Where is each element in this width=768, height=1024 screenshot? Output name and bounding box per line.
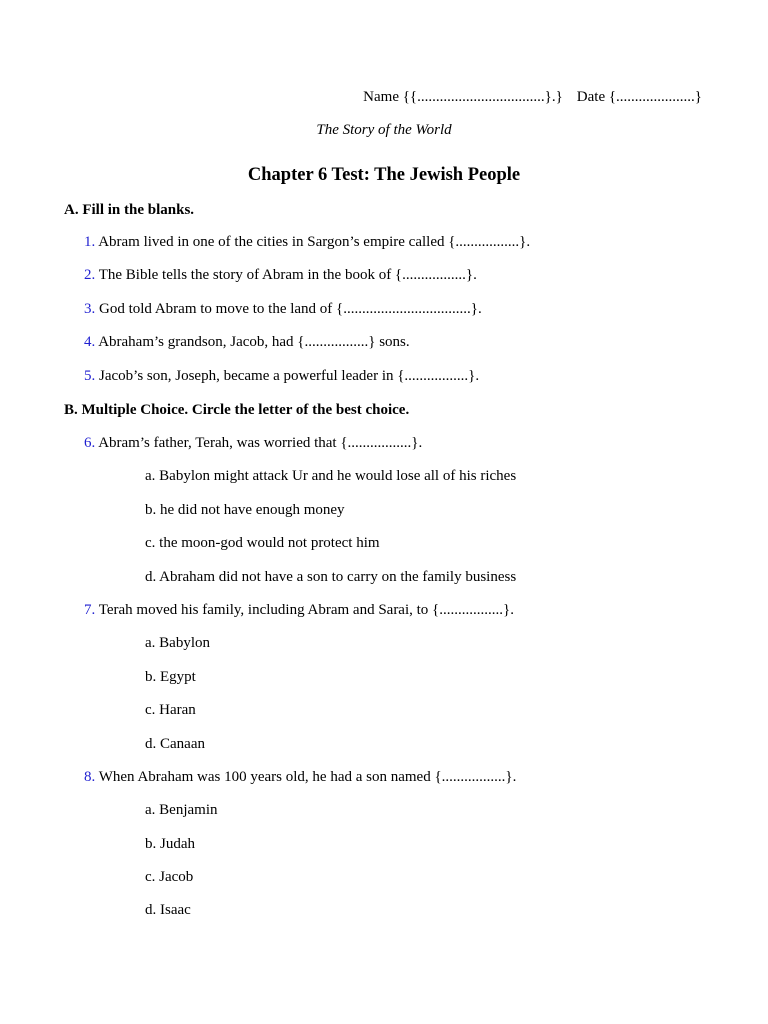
- option-7d[interactable]: d. Canaan: [145, 736, 205, 752]
- option-8a[interactable]: a. Benjamin: [145, 802, 218, 818]
- option-8c[interactable]: c. Jacob: [145, 869, 194, 885]
- question-number: 6.: [84, 435, 96, 451]
- question-1: [84, 234, 530, 251]
- option-7a[interactable]: a. Babylon: [145, 635, 210, 651]
- question-5: [84, 368, 479, 385]
- name-field[interactable]: Name {{..................................}.}: [363, 89, 563, 105]
- page-title: Chapter 6 Test: The Jewish People: [247, 165, 521, 185]
- question-3: [84, 301, 482, 318]
- question-text: When Abraham was 100 years old, he had a son named {.................}.: [98, 769, 517, 785]
- question-number: 2.: [84, 267, 96, 283]
- option-6b[interactable]: b. he did not have enough money: [145, 502, 345, 518]
- question-number: 5.: [84, 368, 96, 384]
- option-8d[interactable]: d. Isaac: [145, 902, 191, 918]
- question-4: [84, 334, 410, 351]
- question-number: 8.: [84, 769, 96, 785]
- question-number: 7.: [84, 602, 96, 618]
- book-subtitle: The Story of the World: [316, 122, 452, 138]
- question-number: 3.: [84, 301, 96, 317]
- question-text: The Bible tells the story of Abram in the book of {.................}.: [98, 267, 477, 283]
- question-text: God told Abram to move to the land of {..................................}.: [99, 301, 482, 317]
- section-b-heading: B. Multiple Choice. Circle the letter of the best choice.: [64, 402, 410, 418]
- question-number: 4.: [84, 334, 96, 350]
- option-6c[interactable]: c. the moon-god would not protect him: [145, 535, 380, 551]
- question-text: Terah moved his family, including Abram and Sarai, to {.................}.: [98, 602, 514, 618]
- question-text: Abraham’s grandson, Jacob, had {.................} sons.: [98, 334, 410, 350]
- question-6: [84, 435, 422, 452]
- question-number: 1.: [84, 234, 96, 250]
- question-2: [84, 267, 477, 284]
- question-8: [84, 769, 516, 786]
- question-text: Jacob’s son, Joseph, became a powerful leader in {.................}.: [99, 368, 480, 384]
- question-text: Abram’s father, Terah, was worried that {.................}.: [98, 435, 423, 451]
- question-7: [84, 602, 514, 619]
- option-8b[interactable]: b. Judah: [145, 836, 195, 852]
- option-6d[interactable]: d. Abraham did not have a son to carry on the family business: [145, 569, 517, 585]
- question-text: Abram lived in one of the cities in Sargon’s empire called {.................}.: [98, 234, 531, 250]
- name-date-line: [363, 89, 702, 106]
- section-a-heading: A. Fill in the blanks.: [64, 202, 195, 218]
- date-field[interactable]: Date {.....................}: [576, 89, 702, 105]
- option-6a[interactable]: a. Babylon might attack Ur and he would lose all of his riches: [145, 468, 517, 484]
- option-7c[interactable]: c. Haran: [145, 702, 196, 718]
- option-7b[interactable]: b. Egypt: [145, 669, 196, 685]
